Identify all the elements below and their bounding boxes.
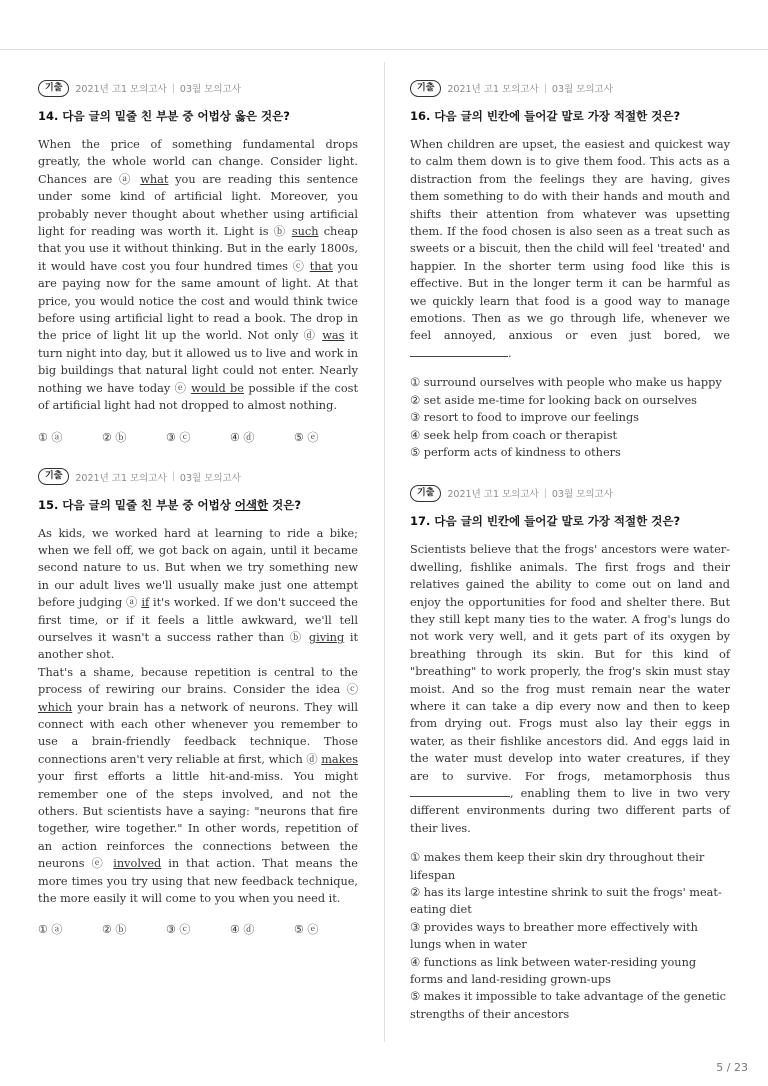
option[interactable]: ④ functions as link between water-residing young forms and land-residing grown-ups [410, 955, 697, 987]
option[interactable]: ⑤ makes it impossible to take advantage of the genetic strengths of their ancestors [410, 990, 727, 1021]
option[interactable]: ④ seek help from coach or therapist [410, 428, 618, 442]
source-row [38, 78, 358, 98]
source-row [410, 78, 730, 98]
option[interactable]: ① makes them keep their skin dry throughout their lifespan [410, 851, 705, 882]
question-title-suffix: 것은? [268, 497, 302, 512]
question-title: 16. 다음 글의 빈칸에 들어갈 말로 가장 적절한 것은? [410, 109, 681, 123]
answer-choice[interactable]: ② ⓑ [102, 923, 127, 937]
column-divider [384, 62, 385, 1042]
source-month: 03월 모의고사 [179, 472, 241, 484]
source-year: 2021년 고1 모의고사 [75, 472, 167, 484]
answer-choice[interactable]: ② ⓑ [102, 430, 127, 444]
option[interactable]: ② set aside me-time for looking back on ourselves [410, 393, 697, 407]
passage: As kids, we worked hard at learning to ride a bike; when we fell off, we got back on again, until it became second nature to us. But when we try something new in our adult lives we'll usually make just one attempt before judging ⓐ if it's worked. If we don't succeed the first time, or if it feels a little awkward, we'll tell ourselves it wasn't a success rather than ⓑ giving it another shot. That's a shame, because repetition is central to the process of rewiring our brains. Consider the idea ⓒ which your brain has a network of neurons. They will connect with each other whenever you remember to use a brain-friendly feedback technique. Those connections aren't very reliable at first, which ⓓ makes your first efforts a little hit-and-miss. You might remember one of the steps involved, and not the others. But scientists have a saying: "neurons that fire together, wire together." In other words, repetition of an action reinforces the connections between the neurons ⓔ involved in that action. That means the more times you try using that new feedback technique, the more easily it will come to you when you need it. [38, 526, 359, 906]
option[interactable]: ③ resort to food to improve our feelings [410, 411, 639, 425]
source-row [410, 483, 730, 503]
source-year: 2021년 고1 모의고사 [75, 84, 167, 95]
answer-choice[interactable]: ⑤ ⓔ [294, 430, 319, 444]
option[interactable]: ⑤ perform acts of kindness to others [410, 445, 621, 459]
answer-blank [410, 345, 508, 357]
passage: When children are upset, the easiest and quickest way to calm them down is to give them food. This acts as a distraction from the feelings they are having, gives them something to do with their hands and mouth and shifts their attention from whatever was upsetting them. If the food chosen is also seen as a treat such as sweets or a biscuit, then the child will feel 'treated' and happier. In the shorter term using food like this is effective. But in the longer term it can be harmful as we quickly learn that food is a good way to manage emotions. Then as we go through life, whenever we feel annoyed, anxious or even just bored, we . [410, 138, 730, 360]
question-title: 17. 다음 글의 빈칸에 들어갈 말로 가장 적절한 것은? [410, 514, 681, 529]
passage: When the price of something fundamental drops greatly, the whole world can change. Consider light. Chances are ⓐ what you are reading this sentence under some kind of artificial light. Moreover, you probably never thought about whether using artificial light for reading was worth it. Light is ⓑ such cheap that you use it without thinking. But in the early 1800s, it would have cost you four hundred times ⓒ that you are paying now for the same amount of light. At that price, you would notice the cost and would think twice before using artificial light to read a book. The drop in the price of light lit up the world. Not only ⓓ was it turn night into day, but it allowed us to live and work in big buildings that natural light could not enter. Nearly nothing we have today ⓔ would be possible if the cost of artificial light had not dropped to almost nothing. [38, 138, 359, 413]
left-column [38, 78, 358, 959]
answer-choice[interactable]: ⑤ ⓔ [294, 923, 319, 937]
answer-choice[interactable]: ① ⓐ [38, 923, 63, 937]
past-exam-badge: 기출 [38, 80, 69, 97]
separator: | [543, 82, 547, 94]
page-number: 5 / 23 [716, 1061, 748, 1074]
header-rule [0, 49, 768, 50]
question-16 [410, 78, 730, 461]
option-list [410, 849, 730, 1023]
option[interactable]: ③ provides ways to breather more effectively with lungs when in water [410, 920, 698, 952]
question-title-prefix: 15. 다음 글의 밑줄 친 부분 중 어법상 [38, 497, 235, 512]
option-list [410, 374, 730, 461]
answer-blank [410, 785, 510, 797]
question-title-keyword: 어색한 [234, 497, 269, 512]
question-title [38, 497, 358, 513]
source-year: 2021년 고1 모의고사 [447, 84, 539, 95]
source-row [38, 467, 358, 487]
question-15 [38, 467, 358, 938]
answer-choice[interactable]: ③ ⓒ [166, 923, 191, 937]
answer-choice[interactable]: ① ⓐ [38, 430, 63, 444]
source-year: 2021년 고1 모의고사 [447, 489, 539, 501]
answer-choice[interactable]: ④ ⓓ [230, 923, 255, 937]
past-exam-badge: 기출 [410, 80, 441, 97]
answer-choice[interactable]: ③ ⓒ [166, 430, 191, 444]
separator: | [171, 82, 175, 94]
answer-choices [38, 921, 358, 937]
separator: | [543, 487, 547, 499]
answer-choices [38, 429, 358, 445]
separator: | [171, 471, 175, 482]
past-exam-badge: 기출 [38, 468, 69, 485]
option[interactable]: ① surround ourselves with people who make us happy [410, 376, 722, 390]
source-month: 03월 모의고사 [551, 84, 613, 95]
source-month: 03월 모의고사 [551, 489, 613, 501]
question-title: 14. 다음 글의 밑줄 친 부분 중 어법상 옳은 것은? [38, 109, 290, 123]
question-14 [38, 78, 358, 445]
passage: Scientists believe that the frogs' ancestors were water-dwelling, fishlike animals. The first frogs and their relatives gained the ability to come out on land and enjoy the opportunities for food and shelter there. But they still kept many ties to the water. A frog's lungs do not work very well, and it gets part of its oxygen by breathing through its skin. But for this kind of "breathing" to work properly, the frog's skin must stay moist. And so the frog must remain near the water where it can take a dip every now and then to keep from drying out. Frogs must also lay their eggs in water, as their fishlike ancestors did. And eggs laid in the water must develop into water creatures, if they are to survive. For frogs, metamorphosis thus , enabling them to live in two very different environments during two different parts of their lives. [410, 543, 730, 835]
past-exam-badge: 기출 [410, 485, 441, 502]
answer-choice[interactable]: ④ ⓓ [230, 430, 255, 444]
source-month: 03월 모의고사 [179, 84, 241, 95]
option[interactable]: ② has its large intestine shrink to suit the frogs' meat-eating diet [410, 886, 722, 917]
question-17 [410, 483, 730, 1023]
right-column [410, 78, 730, 1023]
